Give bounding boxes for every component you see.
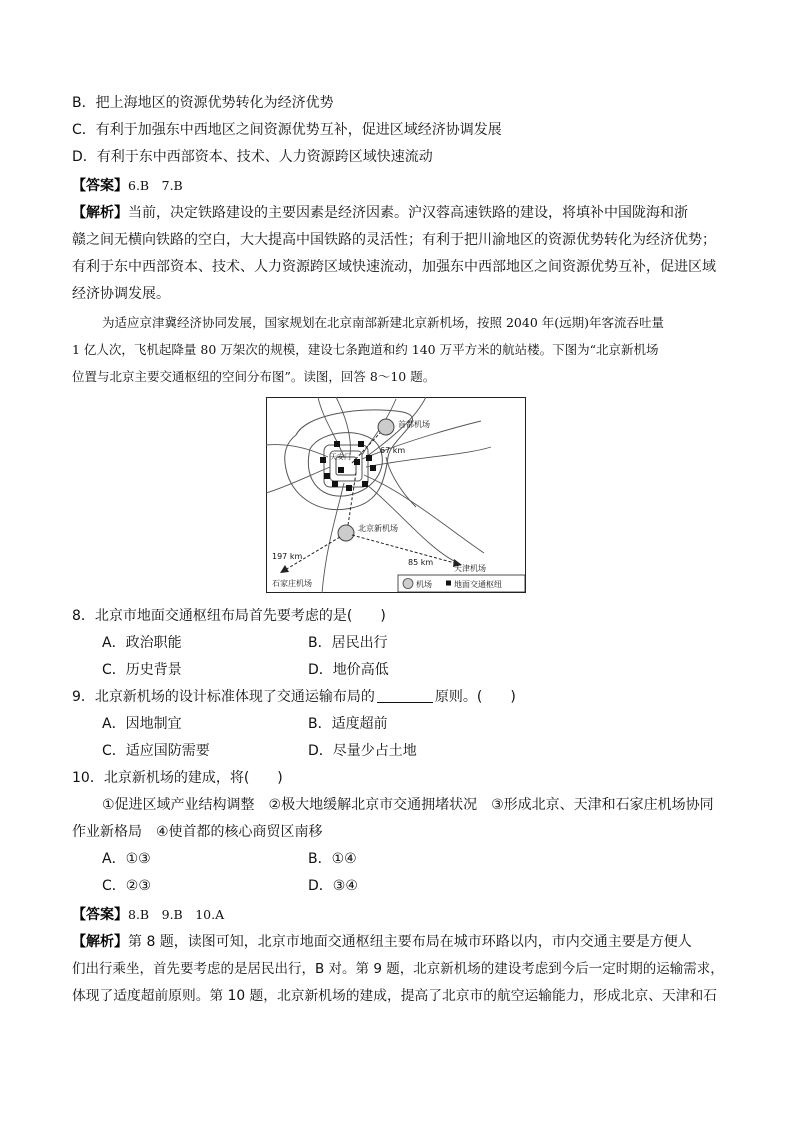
new-airport-marker (338, 525, 354, 541)
option-d-prev: D．有利于东中西部资本、技术、人力资源跨区域快速流动 (72, 149, 433, 165)
hub-marker (324, 473, 330, 479)
distance-shijiazhuang: 197 km (272, 552, 303, 561)
analysis-1-line-2: 赣之间无横向铁路的空白，大大提高中国铁路的灵活性；有利于把川渝地区的资源优势转化为经济优势； (72, 232, 716, 248)
analysis-tag: 【解析】 (72, 205, 128, 221)
new-airport-label: 北京新机场 (358, 524, 398, 533)
shijiazhuang-airport-label: 石家庄机场 (272, 579, 312, 588)
legend-hub-label: 地面交通枢纽 (454, 580, 502, 589)
q9-option-d[interactable]: D．尽量少占土地 (308, 743, 417, 759)
hub-marker (334, 441, 340, 447)
option-c-prev: C．有利于加强东中西地区之间资源优势互补，促进区域经济协调发展 (72, 122, 502, 138)
q9-option-b[interactable]: B．适度超前 (308, 716, 388, 732)
q9-stem-before: 9．北京新机场的设计标准体现了交通运输布局的 (72, 689, 375, 705)
intro-line-3: 位置与北京主要交通枢纽的空间分布图”。读图，回答 8～10 题。 (72, 369, 436, 384)
answer-text: 6.B 7.B (128, 178, 183, 193)
question-9-stem (72, 684, 726, 711)
map-frame (267, 398, 526, 593)
q10-option-b[interactable]: B．①④ (308, 851, 357, 867)
analysis-2-line-2: 们出行乘坐，首先要考虑的是居民出行，B 对。第 9 题，北京新机场的建设考虑到今后一定时期的运输需求， (72, 961, 724, 977)
legend-hub-icon (446, 581, 451, 586)
legend-airport-label: 机场 (416, 580, 432, 589)
tianjin-airport-label: 天津机场 (454, 564, 486, 573)
q9-blank (377, 688, 433, 703)
analysis-1-line-3: 有利于东中西部资本、技术、人力资源跨区域快速流动，加强东中西部地区之间资源优势互补，促进区域 (72, 259, 716, 275)
answer-tag: 【答案】 (72, 907, 128, 923)
analysis-text: 当前，决定铁路建设的主要因素是经济因素。沪汉蓉高速铁路的建设，将填补中国陇海和浙 (128, 205, 688, 221)
q10-items-line-2: 作业新格局 ④使首都的核心商贸区南移 (72, 824, 323, 840)
hub-marker (358, 441, 364, 447)
analysis-2-line-3: 体现了适度超前原则。第 10 题，北京新机场的建成，提高了北京市的航空运输能力，形成北京、天津和石 (72, 988, 717, 1004)
option-b-prev: B．把上海地区的资源优势转化为经济优势 (72, 95, 334, 111)
capital-airport-label: 首都机场 (398, 420, 430, 429)
q8-option-b[interactable]: B．居民出行 (308, 635, 388, 651)
distance-capital: 67 km (380, 446, 406, 455)
answer-block-2 (72, 901, 726, 929)
q9-option-a[interactable]: A．因地制宜 (102, 716, 182, 732)
hub-marker (366, 455, 372, 461)
distance-tianjin: 85 km (408, 558, 434, 567)
hub-marker (338, 467, 344, 473)
answer-block-1 (72, 172, 726, 200)
hub-marker (362, 481, 368, 487)
hub-marker (346, 485, 352, 491)
q10-option-c[interactable]: C．②③ (102, 878, 151, 894)
analysis-text: 第 8 题，读图可知，北京市地面交通枢纽主要布局在城市环路以内，市内交通主要是方便人 (128, 934, 692, 950)
hub-marker (332, 481, 338, 487)
legend-airport-icon (403, 579, 413, 589)
analysis-1-line-4: 经济协调发展。 (72, 286, 170, 302)
answer-text: 8.B 9.B 10.A (128, 907, 225, 922)
q9-stem-after: 原则。( ) (434, 689, 516, 705)
q9-option-c[interactable]: C．适应国防需要 (102, 743, 210, 759)
q8-option-d[interactable]: D．地价高低 (308, 662, 389, 678)
analysis-1-line-1 (72, 200, 726, 227)
q10-option-d[interactable]: D．③④ (308, 878, 358, 894)
hub-marker (354, 459, 360, 465)
analysis-tag: 【解析】 (72, 934, 128, 950)
capital-airport-marker (378, 419, 394, 435)
question-8-stem: 8．北京市地面交通枢纽布局首先要考虑的是( ) (72, 608, 386, 624)
q10-items-line-1: ①促进区域产业结构调整 ②极大地缓解北京市交通拥堵状况 ③形成北京、天津和石家庄机场协同 (102, 797, 714, 813)
q10-option-a[interactable]: A．①③ (102, 851, 151, 867)
tiananmen-label: 天安门 (330, 453, 351, 461)
hub-marker (370, 465, 376, 471)
beijing-airport-map (266, 397, 526, 593)
q8-option-c[interactable]: C．历史背景 (102, 662, 182, 678)
hub-marker (320, 457, 326, 463)
analysis-2-line-1 (72, 929, 726, 956)
question-10-stem: 10．北京新机场的建成，将( ) (72, 770, 283, 786)
answer-tag: 【答案】 (72, 178, 128, 194)
q8-option-a[interactable]: A．政治职能 (102, 635, 182, 651)
intro-line-2: 1 亿人次，飞机起降量 80 万架次的规模，建设七条跑道和约 140 万平方米的航站楼。下图为“北京新机场 (72, 342, 659, 357)
intro-line-1: 为适应京津冀经济协同发展，国家规划在北京南部新建北京新机场，按照 2040 年(远期)年客流吞吐量 (102, 315, 665, 330)
